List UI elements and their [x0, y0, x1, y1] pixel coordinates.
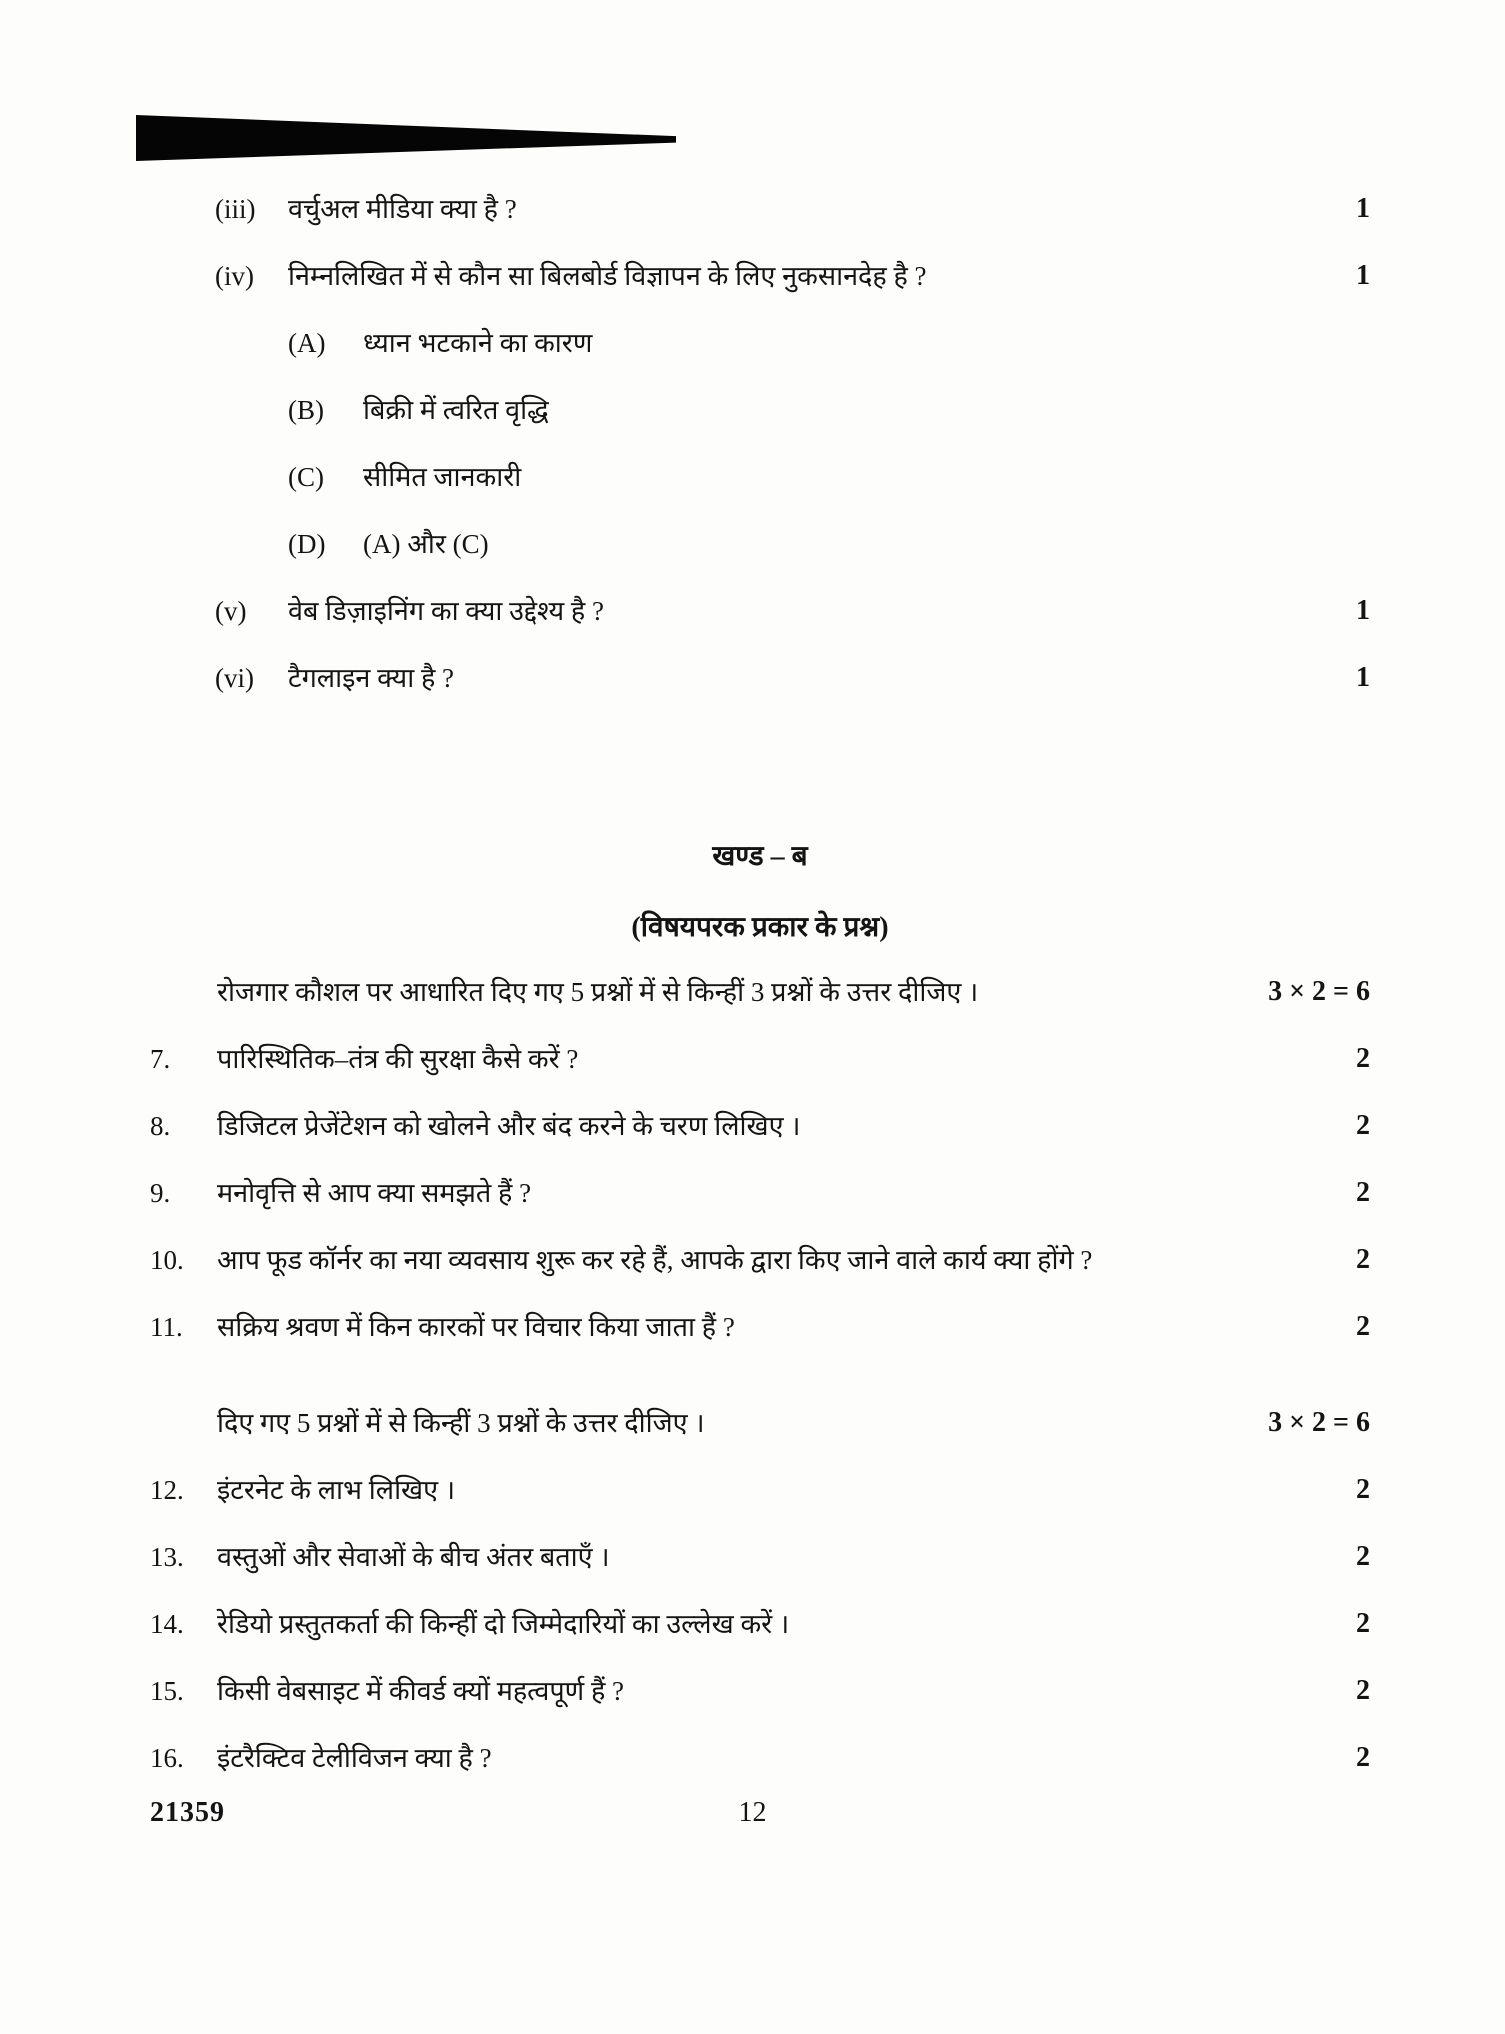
question-text: डिजिटल प्रेजेंटेशन को खोलने और बंद करने के चरण लिखिए ।: [217, 1111, 801, 1141]
section-header: [150, 837, 1370, 948]
marks-value: 2: [1356, 1244, 1370, 1275]
question-row: [150, 1672, 1370, 1710]
question-text: पारिस्थितिक–तंत्र की सुरक्षा कैसे करें ?: [217, 1044, 579, 1074]
marks-value: 2: [1356, 1043, 1370, 1074]
option-text: ध्यान भटकाने का कारण: [363, 328, 593, 358]
question-text: वस्तुओं और सेवाओं के बीच अंतर बताएँ ।: [217, 1542, 610, 1572]
option-row: [288, 324, 1370, 362]
question-text: रेडियो प्रस्तुतकर्ता की किन्हीं दो जिम्मेदारियों का उल्लेख करें ।: [217, 1609, 790, 1639]
option-label: (C): [288, 462, 324, 492]
option-label: (B): [288, 395, 324, 425]
instruction-text: रोजगार कौशल पर आधारित दिए गए 5 प्रश्नों में से किन्हीं 3 प्रश्नों के उत्तर दीजिए ।: [217, 977, 979, 1007]
marks-value: 1: [1356, 662, 1370, 693]
sub-question-label: (iii): [215, 194, 256, 224]
section-title: खण्ड – ब: [712, 841, 808, 872]
question-row: [150, 1471, 1370, 1509]
marks-value: 2: [1356, 1675, 1370, 1706]
instruction-row: [217, 1404, 1370, 1442]
question-text: किसी वेबसाइट में कीवर्ड क्यों महत्वपूर्ण हैं ?: [217, 1676, 625, 1706]
question-row: [150, 1241, 1370, 1279]
sub-question-row: [215, 190, 1370, 228]
question-row: [150, 1739, 1370, 1777]
question-number: 7.: [150, 1044, 171, 1074]
sub-question-row: [215, 592, 1370, 630]
marks-scheme: 3 × 2 = 6: [1268, 976, 1370, 1007]
instruction-row: [217, 973, 1370, 1011]
question-number: 12.: [150, 1475, 184, 1505]
question-text: मनोवृत्ति से आप क्या समझते हैं ?: [217, 1178, 532, 1208]
question-number: 15.: [150, 1676, 184, 1706]
question-row: [150, 1040, 1370, 1078]
question-row: [150, 1605, 1370, 1643]
question-text: इंटरनेट के लाभ लिखिए ।: [217, 1475, 456, 1505]
sub-question-row: [215, 257, 1370, 295]
marks-value: 1: [1356, 595, 1370, 626]
sub-question-text: वर्चुअल मीडिया क्या है ?: [288, 194, 517, 224]
sub-question-text: निम्नलिखित में से कौन सा बिलबोर्ड विज्ञापन के लिए नुकसानदेह है ?: [288, 261, 927, 291]
option-row: [288, 525, 1370, 563]
question-number: 10.: [150, 1245, 184, 1275]
question-row: [150, 1107, 1370, 1145]
question-text: सक्रिय श्रवण में किन कारकों पर विचार किया जाता हैं ?: [217, 1312, 735, 1342]
option-label: (A): [288, 328, 326, 358]
option-text: (A) और (C): [363, 529, 489, 559]
marks-value: 1: [1356, 260, 1370, 291]
marks-value: 2: [1356, 1474, 1370, 1505]
marks-value: 2: [1356, 1742, 1370, 1773]
option-row: [288, 391, 1370, 429]
question-text: आप फूड कॉर्नर का नया व्यवसाय शुरू कर रहे हैं, आपके द्वारा किए जाने वाले कार्य क्या होंगे ?: [217, 1245, 1093, 1275]
question-number: 8.: [150, 1111, 171, 1141]
page-number: 12: [738, 1797, 767, 1828]
instruction-text: दिए गए 5 प्रश्नों में से किन्हीं 3 प्रश्नों के उत्तर दीजिए ।: [217, 1408, 705, 1438]
question-number: 14.: [150, 1609, 184, 1639]
sub-question-label: (vi): [215, 663, 254, 693]
page-footer: [0, 1795, 1505, 1831]
marks-value: 1: [1356, 193, 1370, 224]
question-row: [150, 1538, 1370, 1576]
sub-question-label: (v): [215, 596, 247, 626]
question-number: 9.: [150, 1178, 171, 1208]
marks-value: 2: [1356, 1110, 1370, 1141]
option-text: सीमित जानकारी: [363, 462, 522, 492]
question-number: 16.: [150, 1743, 184, 1773]
marks-value: 2: [1356, 1608, 1370, 1639]
option-row: [288, 458, 1370, 496]
sub-question-text: टैगलाइन क्या है ?: [288, 663, 455, 693]
question-number: 11.: [150, 1312, 183, 1342]
question-text: इंटरैक्टिव टेलीविजन क्या है ?: [217, 1743, 492, 1773]
marks-value: 2: [1356, 1541, 1370, 1572]
sub-question-label: (iv): [215, 261, 254, 291]
booklet-code: 21359: [150, 1797, 225, 1828]
sub-question-text: वेब डिज़ाइनिंग का क्या उद्देश्य है ?: [288, 596, 604, 626]
question-row: [150, 1174, 1370, 1212]
marks-value: 2: [1356, 1177, 1370, 1208]
question-number: 13.: [150, 1542, 184, 1572]
option-text: बिक्री में त्वरित वृद्धि: [363, 395, 549, 425]
sub-question-row: [215, 659, 1370, 697]
marks-value: 2: [1356, 1311, 1370, 1342]
question-row: [150, 1308, 1370, 1346]
option-label: (D): [288, 529, 326, 559]
marks-scheme: 3 × 2 = 6: [1268, 1407, 1370, 1438]
section-subtitle: (विषयपरक प्रकार के प्रश्न): [631, 912, 889, 943]
